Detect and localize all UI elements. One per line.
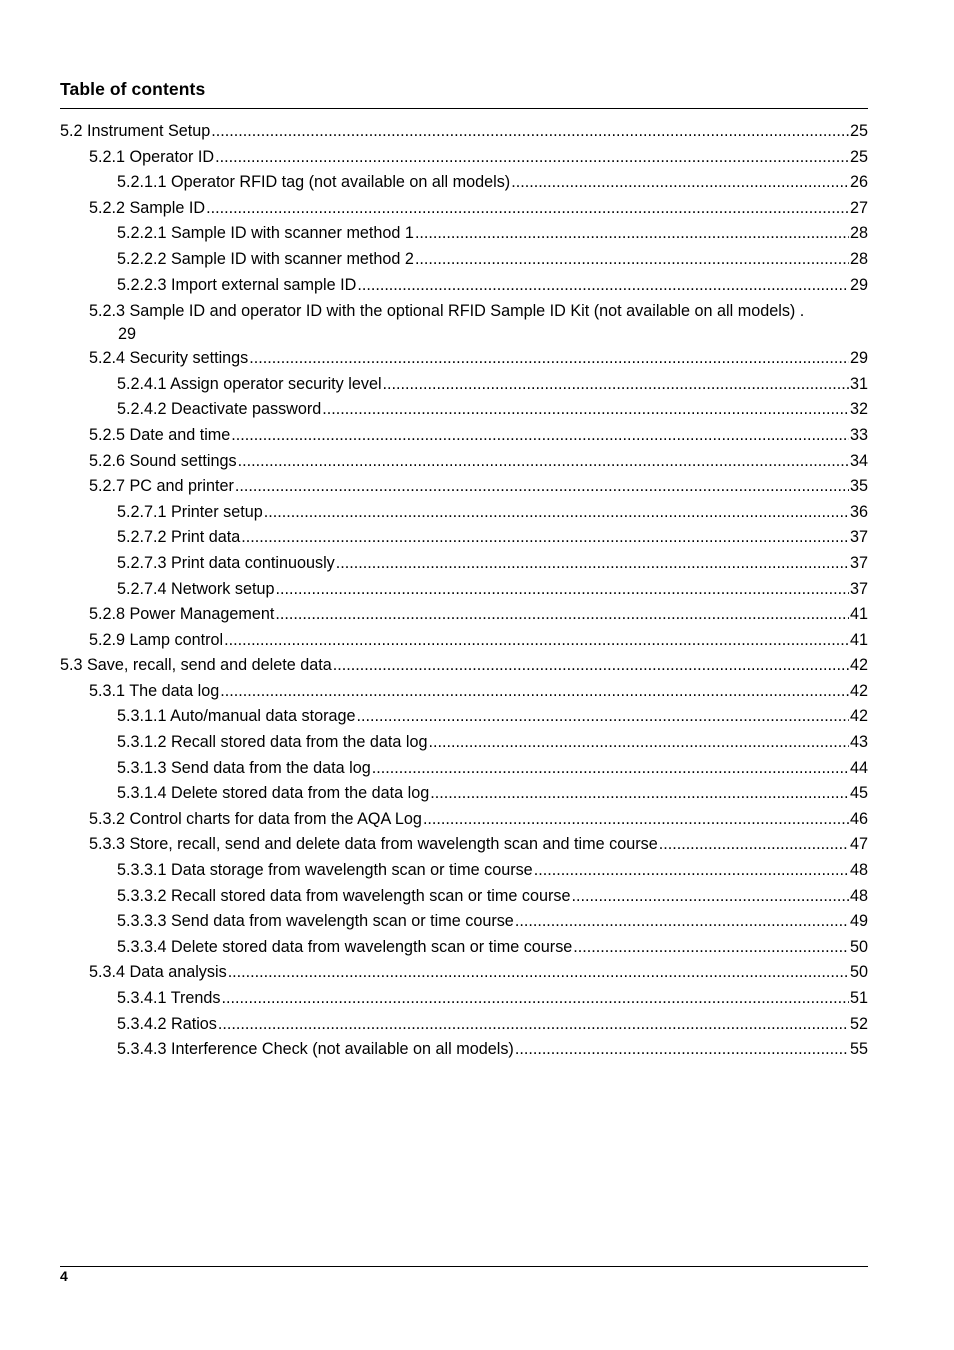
toc-entry-title: 5.2.4 Security settings <box>89 349 249 368</box>
toc-entry-title: 5.2.4.2 Deactivate password <box>117 400 322 419</box>
toc-entry-page: 42 <box>849 681 868 700</box>
toc-entry-page: 37 <box>849 553 868 572</box>
toc-entry[interactable] <box>60 374 868 400</box>
toc-entry[interactable] <box>60 579 868 605</box>
toc-entry-page: 25 <box>849 147 868 166</box>
toc-entry-page: 34 <box>849 451 868 470</box>
toc-entry[interactable] <box>60 630 868 656</box>
toc-entry-page: 47 <box>849 835 868 854</box>
toc-entry-page: 25 <box>849 122 868 140</box>
toc-entry-title: 5.3.1.4 Delete stored data from the data log <box>117 784 430 803</box>
toc-entry-page: 35 <box>849 477 868 496</box>
toc-entry[interactable] <box>60 502 868 528</box>
toc-entry[interactable] <box>60 988 868 1014</box>
toc-entry-title: 5.3.4.3 Interference Check (not available on all models) <box>117 1040 514 1059</box>
toc-entry-page: 29 <box>849 275 868 294</box>
dot-leader <box>415 223 849 244</box>
toc-entry[interactable] <box>60 249 868 275</box>
dot-leader <box>357 275 849 296</box>
dot-leader <box>215 147 849 168</box>
footer-divider <box>60 1266 868 1267</box>
toc-entry[interactable] <box>60 911 868 937</box>
dot-leader <box>249 348 849 369</box>
toc-entry[interactable] <box>60 937 868 963</box>
toc-entry-title: 5.3.3.1 Data storage from wavelength scan or time course <box>117 861 533 880</box>
toc-entry[interactable] <box>60 275 868 301</box>
toc-entry-title: 5.3.4.1 Trends <box>117 989 221 1007</box>
toc-entry[interactable] <box>60 834 868 860</box>
toc-entry-page: 50 <box>849 963 868 982</box>
dot-leader <box>383 374 849 395</box>
toc-entry-page: 51 <box>849 989 868 1007</box>
toc-entry-title: 5.2.3 Sample ID and operator ID with the optional RFID Sample ID Kit (not available on all models) . <box>89 302 805 321</box>
toc-entry[interactable] <box>60 809 868 835</box>
header-divider <box>60 108 868 109</box>
toc-entry-title: 5.3.1.2 Recall stored data from the data log <box>117 733 428 752</box>
toc-entry[interactable] <box>60 300 868 348</box>
toc-entry[interactable] <box>60 527 868 553</box>
toc-entry-page: 42 <box>849 707 868 726</box>
dot-leader <box>231 425 849 446</box>
toc-entry[interactable] <box>60 783 868 809</box>
toc-entry[interactable] <box>60 758 868 784</box>
toc-entry[interactable] <box>60 121 868 147</box>
toc-entry-title: 5.2.8 Power Management <box>89 605 275 624</box>
page-title: Table of contents <box>60 79 206 99</box>
toc-entry-title: 5.2.7.3 Print data continuously <box>117 553 335 572</box>
toc-entry-page: 29 <box>118 325 137 344</box>
dot-leader <box>224 630 849 651</box>
toc-entry-title: 5.2.4.1 Assign operator security level <box>117 374 382 393</box>
toc-entry-page: 44 <box>849 758 868 777</box>
toc-entry-title: 5.2.2.2 Sample ID with scanner method 2 <box>117 249 414 268</box>
dot-leader <box>511 172 849 193</box>
toc-entry-title: 5.3.2 Control charts for data from the AQA Log <box>89 809 422 828</box>
dot-leader <box>515 1039 849 1060</box>
dot-leader <box>206 198 849 219</box>
toc-entry-title: 5.3.3 Store, recall, send and delete data from wavelength scan and time course <box>89 835 658 854</box>
dot-leader <box>333 655 849 676</box>
toc-entry[interactable] <box>60 604 868 630</box>
toc-entry-page: 49 <box>849 912 868 931</box>
toc-entry-title: 5.3.4 Data analysis <box>89 963 227 982</box>
dot-leader <box>235 476 849 497</box>
toc-entry-page: 37 <box>849 528 868 547</box>
toc-entry[interactable] <box>60 172 868 198</box>
dot-leader <box>573 937 849 958</box>
toc-entry-page: 26 <box>849 173 868 192</box>
toc-entry-page: 27 <box>849 198 868 217</box>
dot-leader <box>211 121 849 142</box>
toc-entry-title: 5.2.6 Sound settings <box>89 451 237 470</box>
dot-leader <box>336 553 849 574</box>
toc-entry[interactable] <box>60 962 868 988</box>
toc-entry-title: 5.3.1.3 Send data from the data log <box>117 758 371 777</box>
toc-entry-title: 5.2.7 PC and printer <box>89 477 234 496</box>
toc-entry-page: 28 <box>849 249 868 268</box>
dot-leader <box>275 579 849 600</box>
toc-entry[interactable] <box>60 147 868 173</box>
toc-entry-page: 41 <box>849 630 868 649</box>
toc-entry-title: 5.3.3.3 Send data from wavelength scan or time course <box>117 912 514 931</box>
toc-entry[interactable] <box>60 348 868 374</box>
toc-entry[interactable] <box>60 399 868 425</box>
dot-leader <box>241 527 849 548</box>
toc-entry-title: 5.2.5 Date and time <box>89 425 231 444</box>
toc-entry[interactable] <box>60 198 868 224</box>
toc-entry-page: 48 <box>849 886 868 905</box>
dot-leader <box>322 399 849 420</box>
page-number: 4 <box>60 1268 68 1284</box>
dot-leader <box>218 1014 849 1035</box>
toc-entry-title: 5.2.7.2 Print data <box>117 528 241 547</box>
toc-entry-title: 5.2.9 Lamp control <box>89 630 224 649</box>
toc-entry[interactable] <box>60 655 868 681</box>
dot-leader <box>515 911 849 932</box>
toc-entry-page: 31 <box>849 374 868 393</box>
dot-leader <box>571 886 849 907</box>
dot-leader <box>357 706 849 727</box>
toc-entry[interactable] <box>60 681 868 707</box>
toc-entry-title: 5.3.4.2 Ratios <box>117 1014 217 1033</box>
toc-entry-title: 5.2.7.4 Network setup <box>117 579 275 598</box>
toc-entry[interactable] <box>60 886 868 912</box>
toc-entry-title: 5.2 Instrument Setup <box>60 122 211 140</box>
toc-entry-title: 5.2.1 Operator ID <box>89 147 215 166</box>
toc-entry-page: 29 <box>849 349 868 368</box>
toc-entry-page: 28 <box>849 224 868 243</box>
toc-entry-title: 5.2.1.1 Operator RFID tag (not available on all models) <box>117 173 511 192</box>
toc-entry-page: 52 <box>849 1014 868 1033</box>
toc-entry[interactable] <box>60 223 868 249</box>
dot-leader <box>372 758 849 779</box>
toc-entry-page: 50 <box>849 937 868 956</box>
toc-entry[interactable] <box>60 706 868 732</box>
toc-entry-page: 42 <box>849 656 868 675</box>
dot-leader <box>534 860 849 881</box>
toc-entry-page: 46 <box>849 809 868 828</box>
toc-entry-page: 55 <box>849 1040 868 1059</box>
dot-leader <box>264 502 849 523</box>
toc-entry[interactable] <box>60 553 868 579</box>
toc-entry-page: 37 <box>849 579 868 598</box>
toc-entry-page: 41 <box>849 605 868 624</box>
dot-leader <box>659 834 849 855</box>
toc-entry[interactable] <box>60 425 868 451</box>
dot-leader <box>220 681 849 702</box>
dot-leader <box>423 809 849 830</box>
toc-entry-title: 5.3 Save, recall, send and delete data <box>60 656 332 675</box>
toc-entry-page: 32 <box>849 400 868 419</box>
dot-leader <box>275 604 849 625</box>
toc-entry[interactable] <box>60 860 868 886</box>
toc-entry-page: 45 <box>849 784 868 803</box>
dot-leader <box>430 783 849 804</box>
toc-entry-title: 5.2.2.3 Import external sample ID <box>117 275 357 294</box>
dot-leader <box>222 988 849 1009</box>
toc-entry[interactable] <box>60 476 868 502</box>
toc-entry-title: 5.3.1 The data log <box>89 681 220 700</box>
table-of-contents <box>60 121 868 1065</box>
toc-entry-page: 36 <box>849 502 868 521</box>
dot-leader <box>238 451 849 472</box>
dot-leader <box>428 732 849 753</box>
toc-entry-title: 5.3.1.1 Auto/manual data storage <box>117 707 356 726</box>
toc-entry[interactable] <box>60 1039 868 1065</box>
toc-entry-page: 48 <box>849 861 868 880</box>
toc-entry[interactable] <box>60 1014 868 1040</box>
dot-leader <box>415 249 849 270</box>
toc-entry-page: 43 <box>849 733 868 752</box>
toc-entry-title: 5.3.3.2 Recall stored data from wavelength scan or time course <box>117 886 571 905</box>
toc-entry-title: 5.3.3.4 Delete stored data from wavelength scan or time course <box>117 937 573 956</box>
toc-entry-title: 5.2.7.1 Printer setup <box>117 502 263 521</box>
dot-leader <box>228 962 849 983</box>
toc-entry[interactable] <box>60 732 868 758</box>
toc-entry-title: 5.2.2 Sample ID <box>89 198 206 217</box>
toc-entry[interactable] <box>60 451 868 477</box>
toc-entry-title: 5.2.2.1 Sample ID with scanner method 1 <box>117 224 414 243</box>
toc-entry-page: 33 <box>849 425 868 444</box>
